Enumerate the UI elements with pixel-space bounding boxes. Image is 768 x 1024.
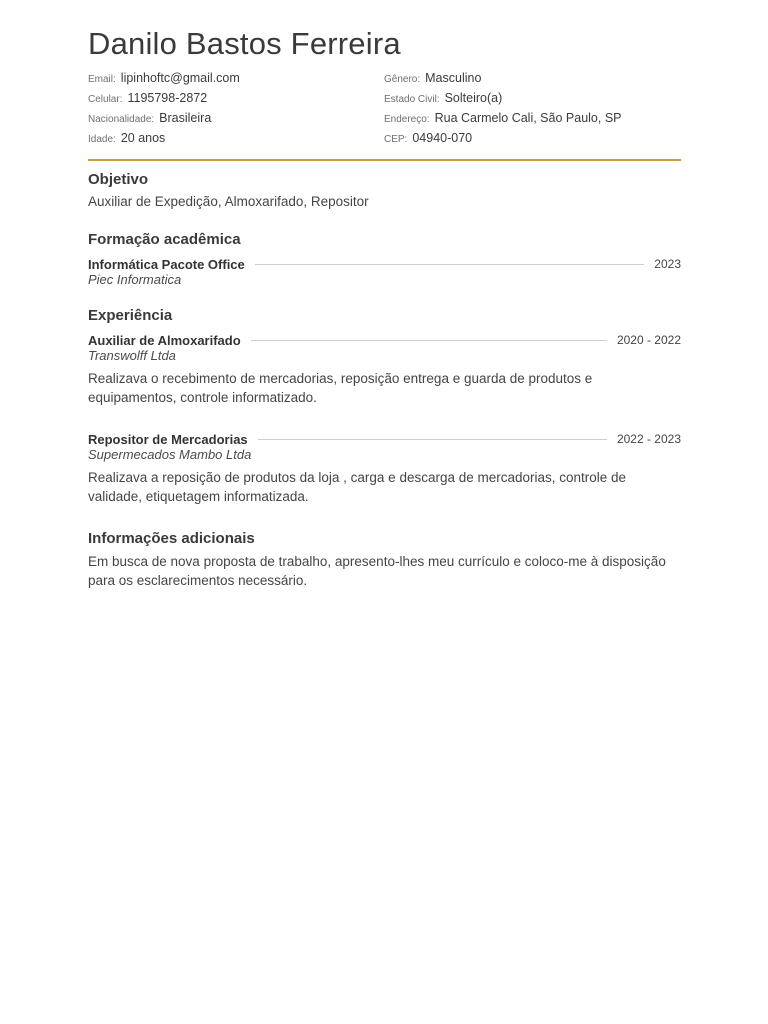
objective-text: Auxiliar de Expedição, Almoxarifado, Repositor [88, 194, 369, 209]
nationality-label: Nacionalidade: [88, 114, 155, 125]
gender-value: Masculino [425, 71, 482, 85]
experience-2-company: Supermecados Mambo Ltda [88, 447, 252, 462]
education-course: Informática Pacote Office [88, 256, 245, 272]
email-label: Email: [88, 74, 116, 85]
experience-1-date: 2020 - 2022 [616, 333, 681, 347]
marital-status-value: Solteiro(a) [444, 91, 503, 105]
experience-1-role: Auxiliar de Almoxarifado [88, 332, 241, 348]
phone-label: Celular: [88, 94, 123, 105]
objective-heading: Objetivo [88, 171, 149, 188]
education-entry-header [88, 255, 681, 273]
zip-value: 04940-070 [412, 131, 473, 145]
personal-info-right [384, 71, 680, 151]
info-row-address [384, 111, 680, 131]
info-row-email [88, 71, 384, 91]
email-value: lipinhoftc@gmail.com [120, 71, 240, 85]
education-date: 2023 [654, 257, 681, 271]
experience-2-role: Repositor de Mercadorias [88, 431, 248, 447]
address-value: Rua Carmelo Cali, São Paulo, SP [434, 111, 622, 125]
additional-info-heading: Informações adicionais [88, 530, 255, 547]
age-value: 20 anos [120, 131, 166, 145]
header-divider [88, 159, 681, 161]
info-row-nationality [88, 111, 384, 131]
phone-value: 1195798-2872 [127, 91, 208, 105]
info-row-age [88, 131, 384, 151]
entry-divider-line [251, 340, 607, 341]
experience-entry-2-header [88, 430, 681, 448]
info-row-marital-status [384, 91, 680, 111]
zip-label: CEP: [384, 134, 408, 145]
experience-heading: Experiência [88, 307, 173, 324]
info-row-gender [384, 71, 680, 91]
nationality-value: Brasileira [159, 111, 212, 125]
marital-status-label: Estado Civil: [384, 94, 440, 105]
personal-info-left [88, 71, 384, 151]
experience-1-description: Realizava o recebimento de mercadorias, reposição entrega e guarda de produtos e equipamentos, controle informatizado. [88, 371, 593, 405]
experience-1-company: Transwolff Ltda [88, 348, 176, 363]
address-label: Endereço: [384, 114, 430, 125]
experience-2-description: Realizava a reposição de produtos da loja , carga e descarga de mercadorias, controle de validade, etiquetagem informatizada. [88, 470, 627, 504]
experience-2-date: 2022 - 2023 [616, 432, 681, 446]
gender-label: Gênero: [384, 74, 421, 85]
additional-info-text: Em busca de nova proposta de trabalho, apresento-lhes meu currículo e coloco-me à disposição para os esclarecimentos necessário. [88, 554, 666, 588]
entry-divider-line [255, 264, 645, 265]
experience-entry-1-header [88, 331, 681, 349]
info-row-zip [384, 131, 680, 151]
education-heading: Formação acadêmica [88, 231, 241, 248]
entry-divider-line [258, 439, 607, 440]
age-label: Idade: [88, 134, 116, 145]
candidate-name: Danilo Bastos Ferreira [88, 26, 401, 61]
info-row-phone [88, 91, 384, 111]
education-institution: Piec Informatica [88, 272, 182, 287]
